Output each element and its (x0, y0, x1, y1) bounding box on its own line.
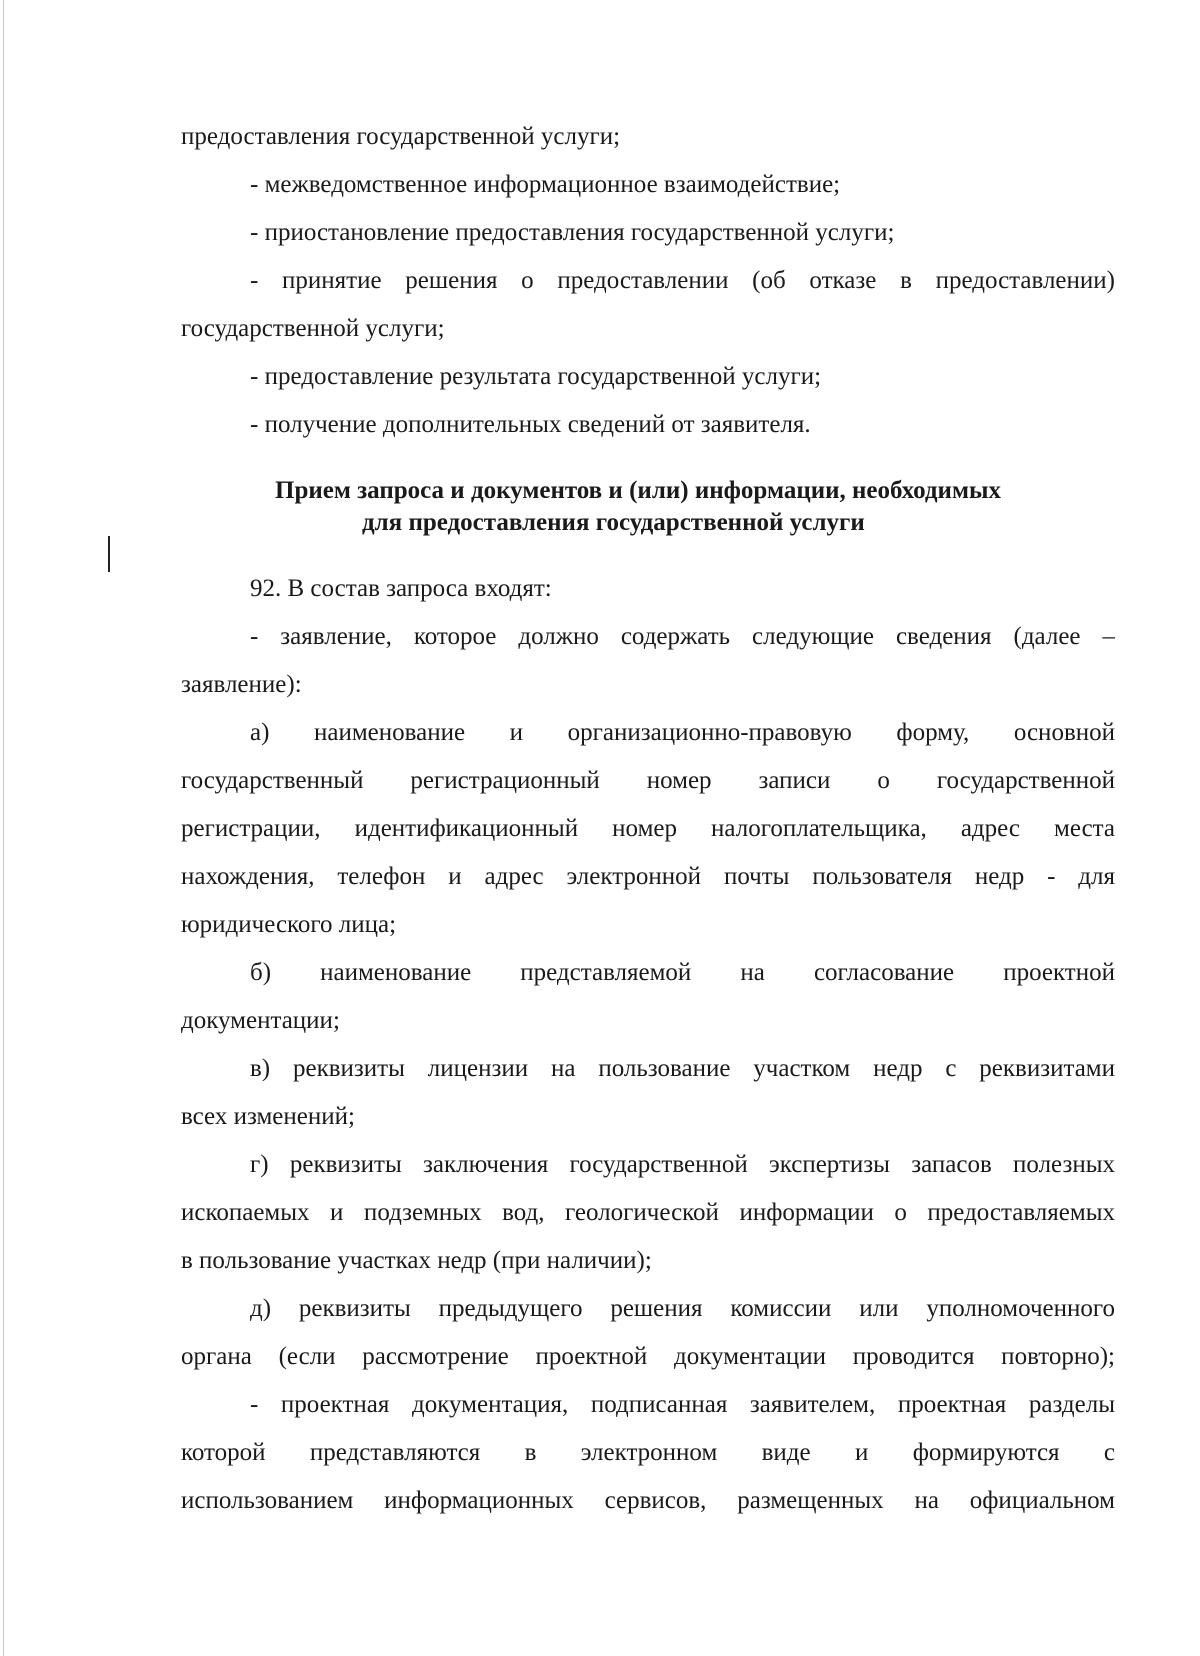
text-line: в) реквизиты лицензии на пользование участком недр с реквизитами (250, 1055, 1115, 1082)
section-heading-line-1: Прием запроса и документов и (или) информации, необходимых (275, 477, 1002, 504)
paragraphs-bottom (181, 565, 1115, 1525)
section-heading-line-2: для предоставления государственной услуги (362, 509, 865, 536)
page-edge-line (3, 0, 4, 1656)
text-line: - принятие решения о предоставлении (об отказе в предоставлении) (250, 267, 1115, 294)
text-line: - заявление, которое должно содержать следующие сведения (далее – (250, 623, 1115, 650)
document-body (181, 113, 1115, 1525)
section-heading (181, 475, 1115, 539)
paragraphs-top (181, 113, 1115, 449)
text-line: юридического лица; (181, 911, 397, 938)
text-line: ископаемых и подземных вод, геологической информации о предоставляемых (181, 1199, 1115, 1226)
text-line: - межведомственное информационное взаимодействие; (250, 171, 841, 198)
text-line: использованием информационных сервисов, размещенных на официальном (181, 1487, 1115, 1514)
text-line: - предоставление результата государственной услуги; (250, 363, 822, 390)
text-line: в пользование участках недр (при наличии); (181, 1247, 652, 1274)
text-line: б) наименование представляемой на согласование проектной (250, 959, 1115, 986)
text-line: - получение дополнительных сведений от заявителя. (250, 411, 811, 438)
text-line: органа (если рассмотрение проектной документации проводится повторно); (181, 1343, 1115, 1370)
text-line: которой представляются в электронном виде и формируются с (181, 1439, 1115, 1466)
text-line: г) реквизиты заключения государственной экспертизы запасов полезных (250, 1151, 1115, 1178)
text-line: государственный регистрационный номер записи о государственной (181, 767, 1115, 794)
text-line: предоставления государственной услуги; (181, 123, 621, 150)
text-line: - проектная документация, подписанная заявителем, проектная разделы (250, 1391, 1115, 1418)
text-line: 92. В состав запроса входят: (250, 575, 552, 602)
text-line: всех изменений; (181, 1103, 355, 1130)
margin-mark (108, 536, 110, 572)
text-line: нахождения, телефон и адрес электронной почты пользователя недр - для (181, 863, 1115, 890)
text-line: заявление): (181, 671, 302, 698)
text-line: - приостановление предоставления государственной услуги; (250, 219, 895, 246)
text-line: документации; (181, 1007, 340, 1034)
text-line: регистрации, идентификационный номер налогоплательщика, адрес места (181, 815, 1115, 842)
text-line: государственной услуги; (181, 315, 445, 342)
text-line: д) реквизиты предыдущего решения комиссии или уполномоченного (250, 1295, 1115, 1322)
text-line: а) наименование и организационно-правовую форму, основной (250, 719, 1115, 746)
